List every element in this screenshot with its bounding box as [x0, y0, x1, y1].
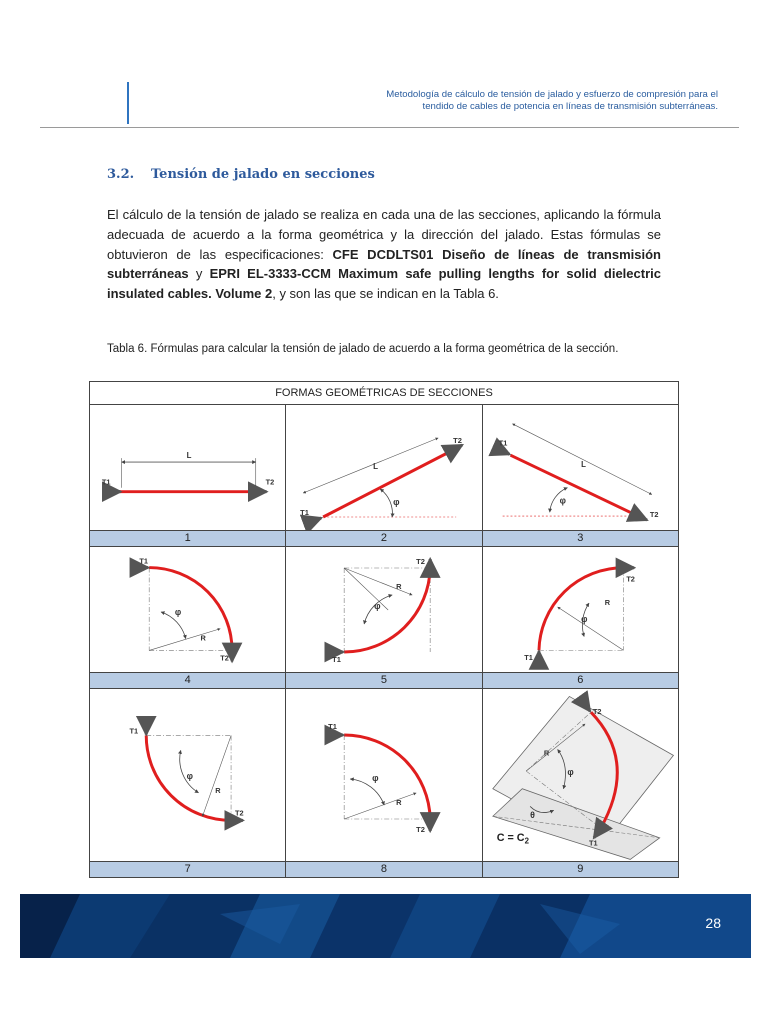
label-r: R	[396, 582, 402, 591]
page-number: 28	[705, 915, 721, 931]
label-t1: T1	[332, 655, 342, 664]
label-phi: φ	[580, 613, 588, 624]
label-t2: T2	[265, 477, 275, 487]
label-t2: T2	[416, 557, 426, 566]
para-text-3: , y son las que se indican en la Tabla 6.	[272, 286, 499, 302]
label-l: L	[186, 451, 192, 461]
label-t2: T2	[649, 510, 659, 520]
shape-label: 4	[90, 673, 286, 689]
label-phi: φ	[372, 773, 379, 783]
label-r: R	[215, 785, 221, 795]
section-number: 3.2.	[107, 167, 135, 182]
diagram-straight-decline	[482, 405, 678, 531]
label-t1: T1	[523, 653, 533, 663]
label-theta: θ	[529, 810, 535, 821]
diagram-straight-incline	[286, 405, 482, 531]
diagram-bend-9	[482, 689, 678, 862]
diagram-bend-8	[286, 689, 482, 862]
label-r: R	[200, 633, 206, 643]
label-t2: T2	[592, 707, 602, 717]
label-t2: T2	[625, 574, 635, 584]
diagram-straight-horizontal	[90, 405, 286, 531]
label-phi: φ	[374, 601, 381, 611]
label-phi: φ	[567, 767, 574, 777]
section-title: Tensión de jalado en secciones	[151, 167, 375, 182]
label-phi: φ	[186, 770, 194, 781]
shape-label: 3	[482, 531, 678, 547]
shape-label: 6	[482, 673, 678, 689]
table-header: FORMAS GEOMÉTRICAS DE SECCIONES	[90, 382, 679, 405]
label-l: L	[580, 460, 586, 470]
diagram-bend-6	[482, 547, 678, 673]
para-text-1: El cálculo de la tensión de jalado se realiza en cada una de las secciones, aplicando la fórmula adecuada de acuerdo a la forma geométrica y la dirección del jalado. Estas fórmulas se obtuvieron de las especificaciones:	[107, 207, 661, 262]
label-c-eq-main: C = C	[496, 831, 525, 844]
running-header	[298, 89, 718, 113]
label-r: R	[396, 798, 402, 807]
label-r: R	[543, 748, 549, 758]
label-phi: φ	[559, 495, 566, 506]
body-paragraph	[107, 205, 661, 304]
label-t1: T1	[498, 438, 507, 448]
label-t1: T1	[588, 838, 598, 848]
header-rule	[40, 127, 739, 128]
label-t1: T1	[139, 556, 148, 566]
header-accent-bar	[127, 82, 129, 124]
label-t2: T2	[453, 436, 463, 445]
shape-label: 9	[482, 862, 678, 878]
para-text-2: y	[188, 266, 210, 282]
running-header-line2: tendido de cables de potencia en líneas de transmisión subterráneas.	[422, 101, 718, 112]
section-heading	[107, 167, 375, 182]
label-c-eq	[496, 832, 529, 846]
shape-label: 7	[90, 862, 286, 878]
shape-label: 5	[286, 673, 482, 689]
label-c-sub: 2	[524, 836, 529, 846]
label-phi: φ	[174, 606, 182, 617]
diagram-bend-4	[90, 547, 286, 673]
footer-pattern	[20, 894, 751, 958]
running-header-line1: Metodología de cálculo de tensión de jalado y esfuerzo de compresión para el	[386, 89, 718, 100]
label-l: L	[373, 462, 379, 471]
label-t2: T2	[416, 825, 426, 834]
label-t1: T1	[101, 477, 111, 487]
table-caption: Tabla 6. Fórmulas para calcular la tensión de jalado de acuerdo a la forma geométrica de la sección.	[107, 343, 619, 355]
para-bold-1: CFE DCDLTS01 Diseño de líneas de transmisión subterráneas	[107, 246, 661, 282]
shape-label: 2	[286, 531, 482, 547]
para-bold-2: EPRI EL-3333-CCM Maximum safe pulling lengths for solid dielectric insulated cables. Volume 2	[107, 266, 661, 302]
label-r: R	[604, 598, 610, 608]
footer-banner	[20, 894, 751, 958]
diagram-bend-7	[90, 689, 286, 862]
shapes-table	[89, 381, 679, 878]
label-phi: φ	[393, 497, 400, 507]
shape-label: 8	[286, 862, 482, 878]
label-t2: T2	[220, 653, 229, 663]
diagram-bend-5	[286, 547, 482, 673]
label-t1: T1	[300, 508, 310, 517]
label-t1: T1	[328, 722, 338, 731]
shape-label: 1	[90, 531, 286, 547]
label-t1: T1	[129, 726, 139, 736]
label-t2: T2	[235, 808, 244, 818]
